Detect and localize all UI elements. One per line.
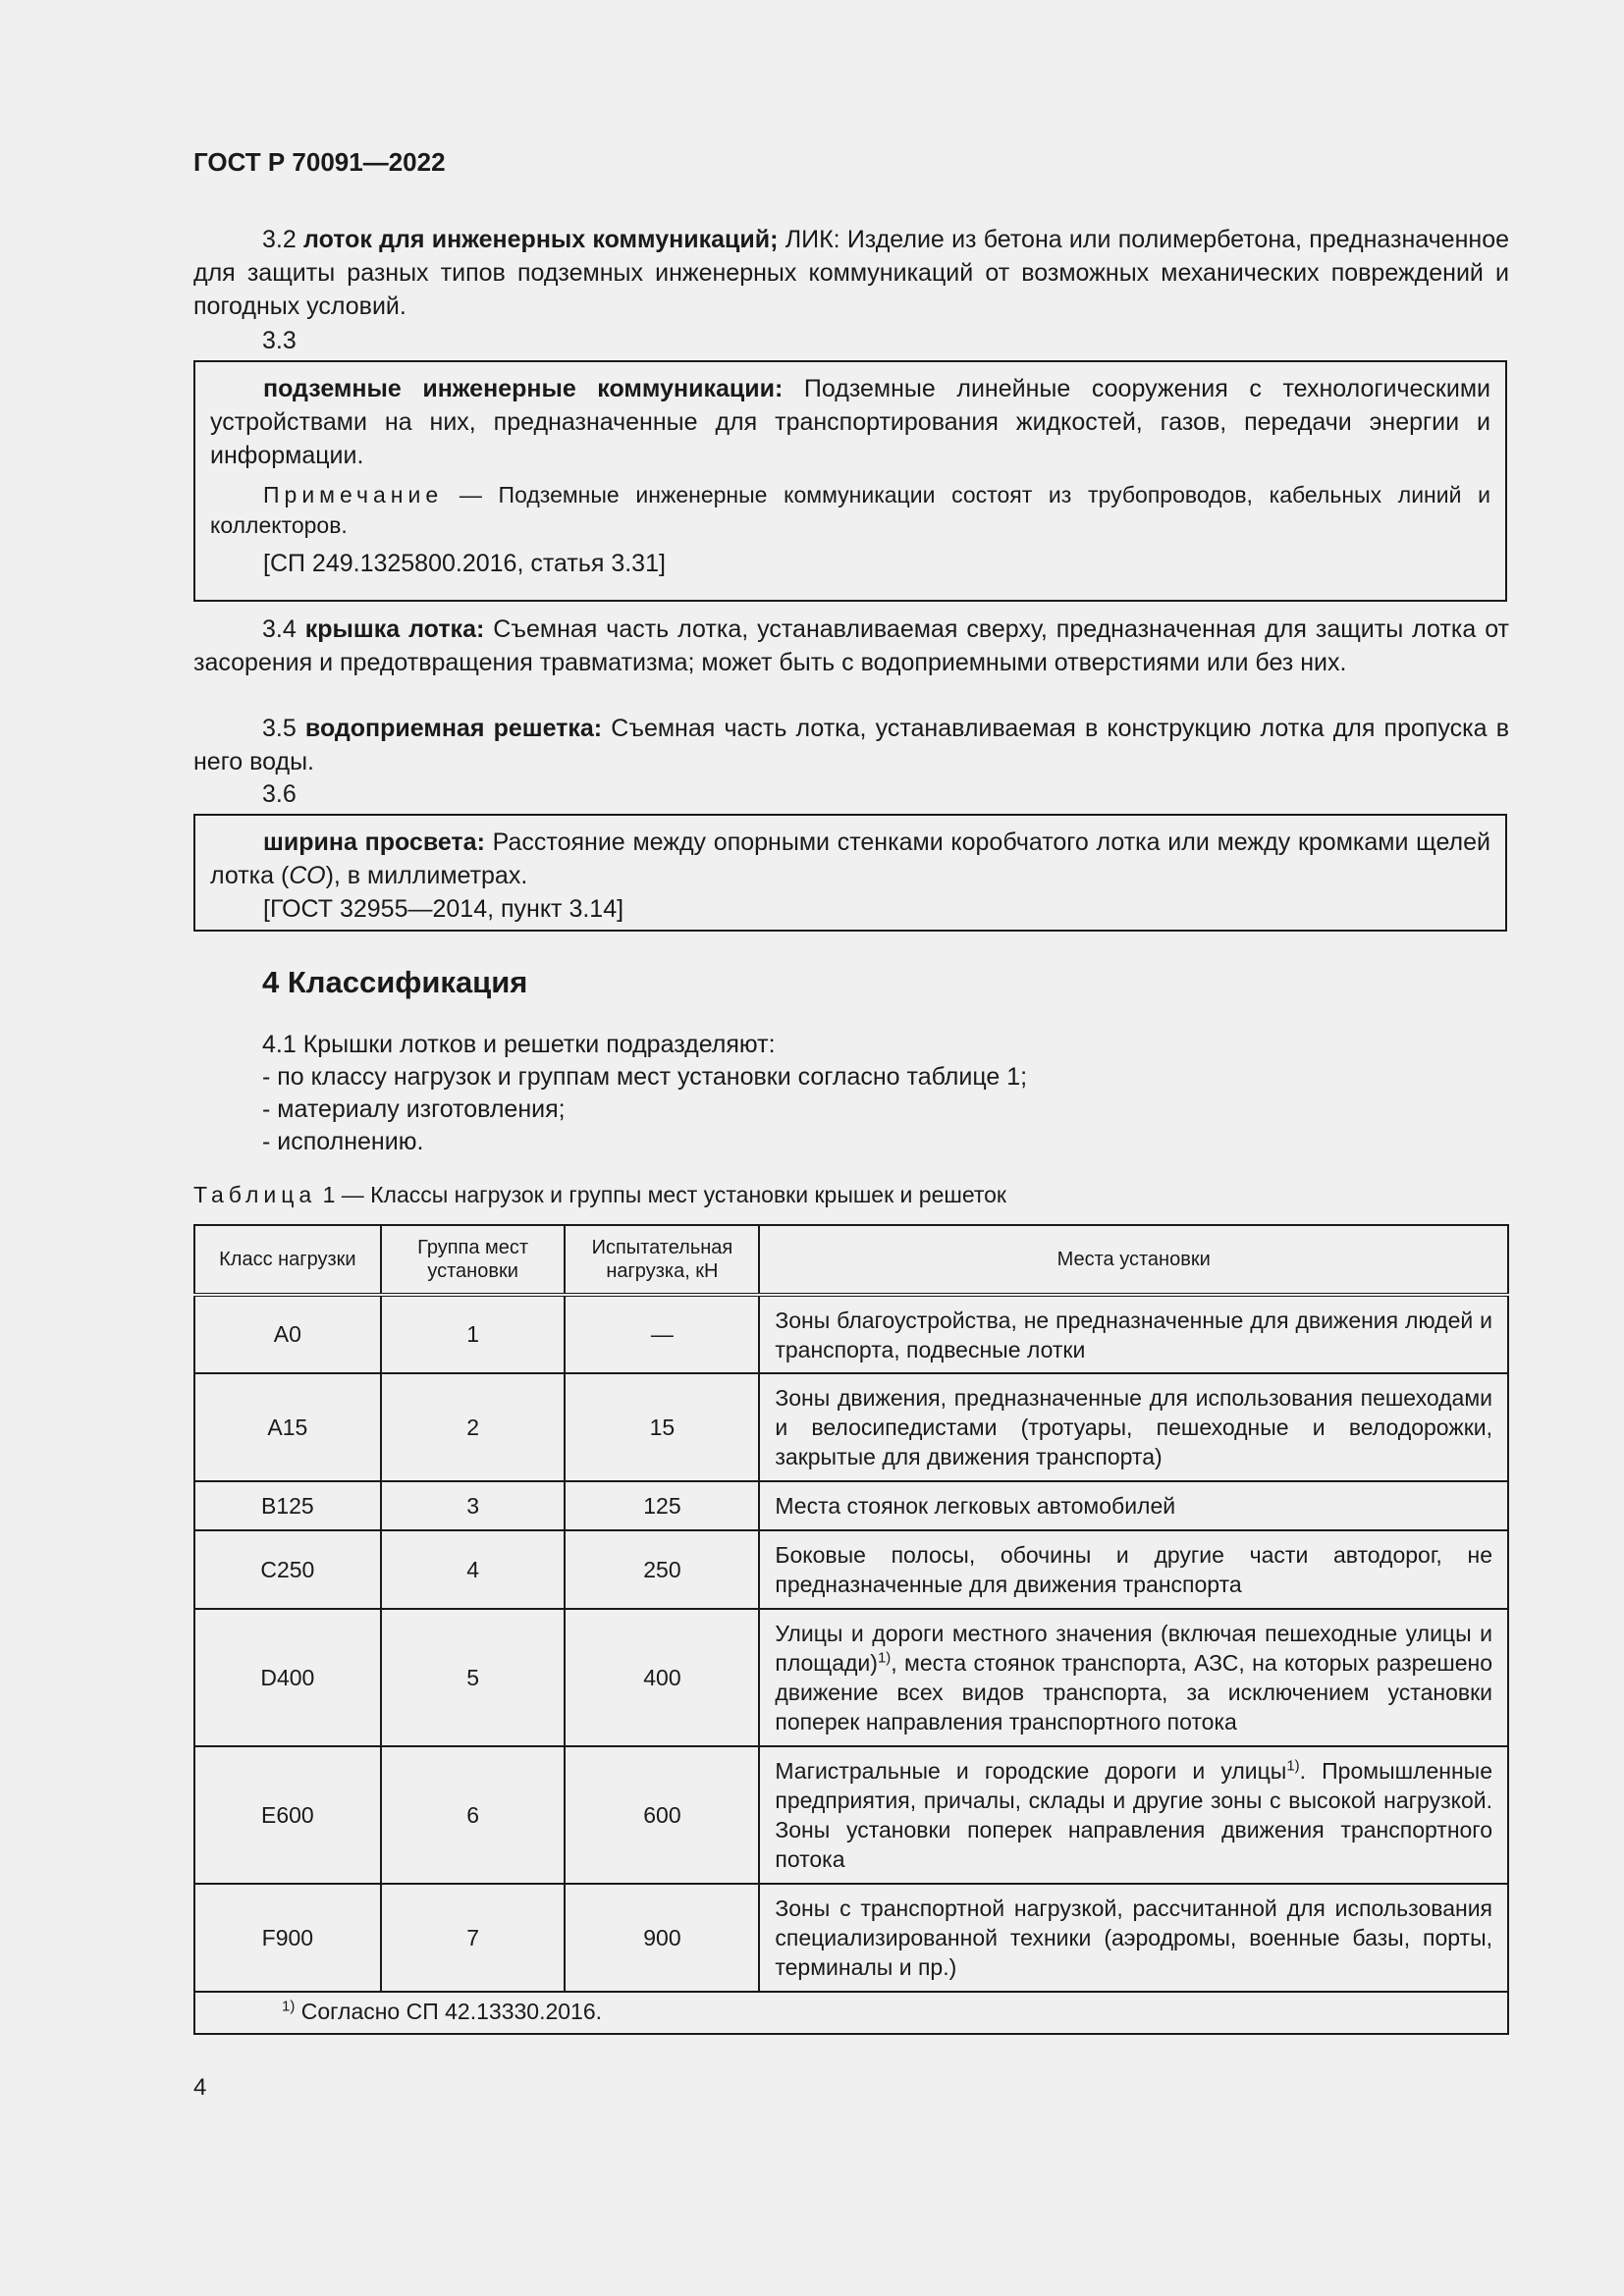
column-header: Класс нагрузки <box>194 1225 381 1295</box>
term-source: [СП 249.1325800.2016, статья 3.31] <box>263 550 666 577</box>
list-item: - по классу нагрузок и группам мест установки согласно таблице 1; <box>262 1063 1028 1091</box>
term-name: подземные инженерные коммуникации: <box>263 375 784 402</box>
load-classes-table <box>193 1224 1509 2035</box>
location-cell: Магистральные и городские дороги и улицы$^{1)}$. Промышленные предприятия, причалы, склады и другие зоны с высокой нагрузкой. Зоны установки поперек направления движения транспортного потока <box>759 1746 1508 1884</box>
term-number: 3.4 <box>262 615 297 643</box>
table-row <box>194 1481 1508 1530</box>
location-cell: Зоны благоустройства, не предназначенные для движения людей и транспорта, подвесные лотки <box>759 1295 1508 1373</box>
note-label: Примечание <box>263 482 444 507</box>
classification-list <box>262 1029 1027 1158</box>
group-cell: 6 <box>381 1746 566 1884</box>
column-header: Группа мест установки <box>381 1225 566 1295</box>
load-class-cell: E600 <box>194 1746 381 1884</box>
test-load-cell: — <box>565 1295 759 1373</box>
term-3-3-number: 3.3 <box>262 327 297 354</box>
column-header: Испытательная нагрузка, кН <box>565 1225 759 1295</box>
term-definition: Съемная часть лотка, устанавливаемая в конструкцию лотка для пропуска в него воды. <box>193 715 1509 775</box>
group-cell: 5 <box>381 1609 566 1746</box>
table-row <box>194 1746 1508 1884</box>
term-name: лоток для инженерных коммуникаций; <box>303 226 779 253</box>
location-cell: Боковые полосы, обочины и другие части автодорог, не предназначенные для движения транспорта <box>759 1530 1508 1609</box>
table-caption <box>193 1182 1006 1208</box>
table-row <box>194 1530 1508 1609</box>
group-cell: 3 <box>381 1481 566 1530</box>
page-number: 4 <box>193 2074 207 2101</box>
term-3-2 <box>193 223 1509 323</box>
term-definition: Съемная часть лотка, устанавливаемая сверху, предназначенная для защиты лотка от засорения и предотвращения травматизма; может быть с водоприемными отверстиями или без них. <box>193 615 1509 676</box>
table-caption-text: 1 — Классы нагрузок и группы мест установки крышек и решеток <box>316 1182 1006 1207</box>
test-load-cell: 125 <box>565 1481 759 1530</box>
note-text: — Подземные инженерные коммуникации состоят из трубопроводов, кабельных линий и коллекторов. <box>210 482 1490 538</box>
footnote-ref: 1) <box>1286 1757 1300 1775</box>
footnote-ref: 1) <box>877 1649 892 1667</box>
location-cell: Зоны движения, предназначенные для использования пешеходами и велосипедистами (тротуары, пешеходные и велодорожки, закрытые для движения транспорта) <box>759 1373 1508 1481</box>
term-3-6-box <box>193 814 1507 932</box>
location-cell: Улицы и дороги местного значения (включая пешеходные улицы и площади)$^{1)}$, места стоянок транспорта, АЗС, на которых разрешено движение всех видов транспорта, за исключением установки поперек направления транспортного потока <box>759 1609 1508 1746</box>
location-cell: Места стоянок легковых автомобилей <box>759 1481 1508 1530</box>
load-class-cell: B125 <box>194 1481 381 1530</box>
table-row <box>194 1295 1508 1373</box>
test-load-cell: 900 <box>565 1884 759 1992</box>
term-name: водоприемная решетка: <box>304 715 603 742</box>
group-cell: 2 <box>381 1373 566 1481</box>
group-cell: 7 <box>381 1884 566 1992</box>
table-footnote <box>194 1992 1508 2034</box>
column-header: Места установки <box>759 1225 1508 1295</box>
test-load-cell: 250 <box>565 1530 759 1609</box>
term-source: [ГОСТ 32955—2014, пункт 3.14] <box>263 895 624 923</box>
location-cell: Зоны с транспортной нагрузкой, рассчитанной для использования специализированной техники (аэродромы, военные базы, порты, терминалы и пр.) <box>759 1884 1508 1992</box>
list-item: 4.1 Крышки лотков и решетки подразделяют: <box>262 1031 776 1058</box>
list-item: - исполнению. <box>262 1128 424 1155</box>
table-row <box>194 1884 1508 1992</box>
table-row <box>194 1373 1508 1481</box>
load-class-cell: F900 <box>194 1884 381 1992</box>
test-load-cell: 600 <box>565 1746 759 1884</box>
term-number: 3.2 <box>262 226 297 253</box>
term-definition: Расстояние между опорными стенками коробчатого лотка или между кромками щелей лотка (СО), в миллиметрах. <box>210 828 1490 889</box>
table-header-row <box>194 1225 1508 1295</box>
term-name: крышка лотка: <box>304 615 485 643</box>
document-code: ГОСТ Р 70091—2022 <box>193 147 446 177</box>
load-class-cell: A0 <box>194 1295 381 1373</box>
table-caption-label: Таблица <box>193 1182 317 1207</box>
term-3-6-number: 3.6 <box>262 780 297 808</box>
term-3-4 <box>193 613 1509 679</box>
term-definition: Подземные линейные сооружения с технологическими устройствами на них, предназначенные для транспортирования жидкостей, газов, передачи энергии и информации. <box>210 375 1490 469</box>
term-3-5 <box>193 712 1509 778</box>
group-cell: 4 <box>381 1530 566 1609</box>
term-number: 3.5 <box>262 715 297 742</box>
footnote-mark: 1) <box>282 1998 296 2015</box>
footnote-text: Согласно СП 42.13330.2016. <box>295 1999 603 2024</box>
load-class-cell: A15 <box>194 1373 381 1481</box>
list-item: - материалу изготовления; <box>262 1095 566 1123</box>
table-footnote-row <box>194 1992 1508 2034</box>
term-definition: ЛИК: Изделие из бетона или полимербетона, предназначенное для защиты разных типов подземных инженерных коммуникаций от возможных механических повреждений и погодных условий. <box>193 226 1510 320</box>
load-class-cell: D400 <box>194 1609 381 1746</box>
section-title: 4 Классификация <box>262 965 528 999</box>
load-class-cell: C250 <box>194 1530 381 1609</box>
term-3-3-box <box>193 360 1507 602</box>
term-name: ширина просвета: <box>263 828 485 856</box>
term-note <box>210 480 1490 541</box>
test-load-cell: 15 <box>565 1373 759 1481</box>
test-load-cell: 400 <box>565 1609 759 1746</box>
group-cell: 1 <box>381 1295 566 1373</box>
table-row <box>194 1609 1508 1746</box>
